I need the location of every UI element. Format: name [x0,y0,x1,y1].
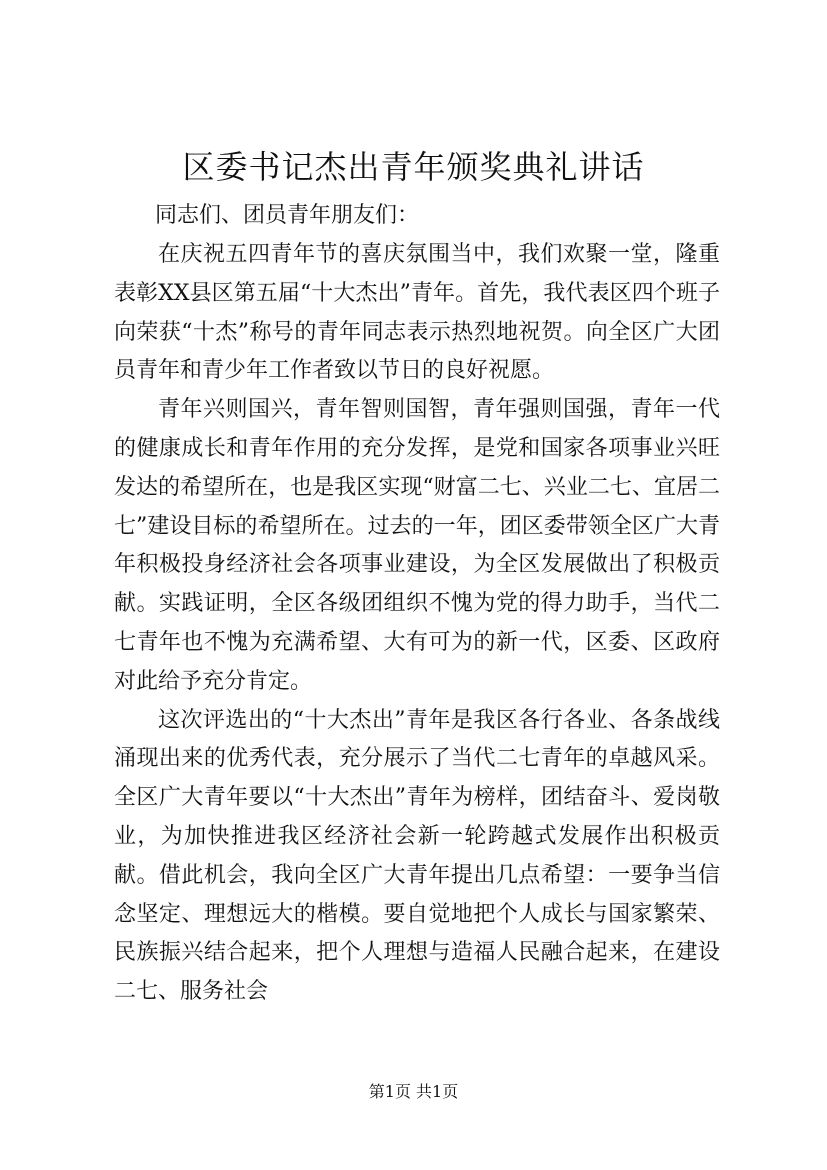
page-number-footer: 第1页 共1页 [368,1082,459,1101]
document-title: 区委书记杰出青年颁奖典礼讲话 [182,148,645,186]
document-body [114,236,720,1012]
salutation: 同志们、团员青年朋友们： [155,203,420,228]
paragraph-3: 这次评选出的“十大杰出”青年是我区各行各业、各条战线涌现出来的优秀代表，充分展示了当代二七青年的卓越风采。全区广大青年要以“十大杰出”青年为榜样，团结奋斗、爱岗敬业，为加快推进我区经济社会新一轮跨越式发展作出积极贡献。借此机会，我向全区广大青年提出几点希望：一要争当信念坚定、理想远大的楷模。要自觉地把个人成长与国家繁荣、民族振兴结合起来，把个人理想与造福人民融合起来，在建设二七、服务社会 [114,707,720,1005]
paragraph-1: 在庆祝五四青年节的喜庆氛围当中，我们欢聚一堂，隆重表彰XX县区第五届“十大杰出”青年。首先，我代表区四个班子向荣获“十杰”称号的青年同志表示热烈地祝贺。向全区广大团员青年和青少年工作者致以节日的良好祝愿。 [114,242,720,384]
paragraph-2: 青年兴则国兴，青年智则国智，青年强则国强，青年一代的健康成长和青年作用的充分发挥，是党和国家各项事业兴旺发达的希望所在，也是我区实现“财富二七、兴业二七、宜居二七”建设目标的希望所在。过去的一年，团区委带领全区广大青年积极投身经济社会各项事业建设，为全区发展做出了积极贡献。实践证明，全区各级团组织不愧为党的得力助手，当代二七青年也不愧为充满希望、大有可为的新一代，区委、区政府对此给予充分肯定。 [114,397,720,694]
